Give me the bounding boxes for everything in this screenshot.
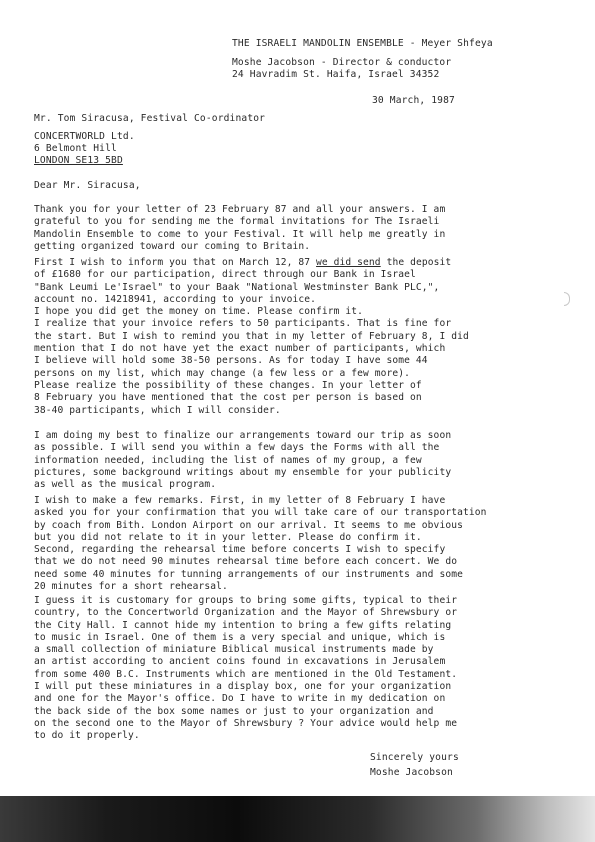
text-line: to do it properly.: [34, 730, 140, 742]
text-line: as possible. I will send you within a few days the Forms with all the: [34, 442, 440, 454]
text-segment: the deposit: [386, 257, 452, 268]
text-line: of £1680 for our participation, direct through our Bank in Israel: [34, 269, 416, 281]
paragraph-4: [34, 495, 594, 593]
letter-date: 30 March, 1987: [372, 95, 455, 106]
text-line: an artist according to ancient coins found in excavations in Jerusalem: [34, 656, 446, 668]
text-line: "Bank Leumi Le'Israel" to your Baak "National Westminster Bank PLC,",: [34, 281, 440, 293]
text-line: Mandolin Ensemble to come to your Festival. It will help me greatly in: [34, 228, 446, 240]
text-line: persons on my list, which may change (a few less or a few more).: [34, 367, 411, 379]
text-line: getting organized toward our coming to Britain.: [34, 240, 311, 252]
text-line: the City Hall. I cannot hide my intention to bring a few gifts relating: [34, 619, 452, 631]
paragraph-3: [34, 430, 594, 491]
text-line: a small collection of miniature Biblical musical instruments made by: [34, 644, 434, 656]
text-line: I am doing my best to finalize our arrangements toward our trip as soon: [34, 430, 452, 441]
text-line: I hope you did get the money on time. Please confirm it.: [34, 306, 364, 318]
letterhead-director: Moshe Jacobson - Director & conductor: [232, 57, 452, 68]
text-line: need some 40 minutes for tunning arrangements of our instruments and some: [34, 568, 463, 580]
text-line: to music in Israel. One of them is a very special and unique, which is: [34, 631, 446, 643]
text-line: I believe will hold some 38-50 persons. As for today I have some 44: [34, 355, 428, 367]
text-line: country, to the Concertworld Organization and the Mayor of Shrewsbury or: [34, 607, 458, 619]
recipient-street: 6 Belmont Hill: [34, 143, 117, 154]
signature: Moshe Jacobson: [370, 767, 453, 778]
recipient-company: CONCERTWORLD Ltd.: [34, 131, 135, 142]
text-line: but you did not relate to it in your letter. Please do confirm it.: [34, 531, 422, 543]
salutation: Dear Mr. Siracusa,: [34, 180, 141, 191]
paragraph-2: [34, 257, 594, 417]
text-line: and one for the Mayor's office. Do I have to write in my dedication on: [34, 693, 446, 705]
text-line: I guess it is customary for groups to bring some gifts, typical to their: [34, 595, 458, 606]
letterhead-org: THE ISRAELI MANDOLIN ENSEMBLE - Meyer Shfeya: [232, 38, 493, 49]
text-line: account no. 14218941, according to your invoice.: [34, 293, 317, 305]
paragraph-1: [34, 204, 594, 253]
closing: Sincerely yours: [370, 752, 459, 763]
scan-shadow: [0, 796, 595, 842]
recipient-name: Mr. Tom Siracusa, Festival Co-ordinator: [34, 113, 266, 124]
text-line: 8 February you have mentioned that the cost per person is based on: [34, 392, 422, 404]
text-line: I wish to make a few remarks. First, in my letter of 8 February I have: [34, 495, 446, 506]
text-line: the start. But I wish to remind you that in my letter of February 8, I did: [34, 330, 469, 342]
text-line: information needed, including the list of names of my group, a few: [34, 454, 422, 466]
text-line: the back side of the box some names or just to your organization and: [34, 705, 434, 717]
text-line: that we do not need 90 minutes rehearsal time before each concert. We do: [34, 556, 458, 568]
text-line: pictures, some background writings about my ensemble for your publicity: [34, 466, 452, 478]
text-line-with-underline: [34, 257, 594, 269]
recipient-city: LONDON SE13 5BD: [34, 155, 123, 166]
text-line: Second, regarding the rehearsal time before concerts I wish to specify: [34, 544, 446, 556]
text-line: as well as the musical program.: [34, 479, 217, 491]
letterhead-address: 24 Havradim St. Haifa, Israel 34352: [232, 69, 440, 80]
text-line: 20 minutes for a short rehearsal.: [34, 581, 228, 593]
text-line: asked you for your confirmation that you will take care of our transportation: [34, 507, 487, 519]
text-line: 38-40 participants, which I will consider.: [34, 404, 281, 416]
text-line: I realize that your invoice refers to 50 participants. That is fine for: [34, 318, 452, 330]
paragraph-5: [34, 595, 594, 743]
text-line: grateful to you for sending me the formal invitations for The Israeli: [34, 216, 440, 228]
text-line: I will put these miniatures in a display box, one for your organization: [34, 681, 452, 693]
text-line: on the second one to the Mayor of Shrewsbury ? Your advice would help me: [34, 717, 458, 729]
text-line: from some 400 B.C. Instruments which are mentioned in the Old Testament.: [34, 668, 458, 680]
text-segment: First I wish to inform you that on March 12, 87: [34, 257, 317, 268]
underlined-phrase: we did send: [316, 257, 381, 268]
text-line: mention that I do not have yet the exact number of participants, which: [34, 343, 446, 355]
text-line: by coach from Bith. London Airport on our arrival. It seems to me obvious: [34, 519, 463, 531]
text-line: Thank you for your letter of 23 February 87 and all your answers. I am: [34, 204, 446, 215]
text-line: Please realize the possibility of these changes. In your letter of: [34, 379, 422, 391]
